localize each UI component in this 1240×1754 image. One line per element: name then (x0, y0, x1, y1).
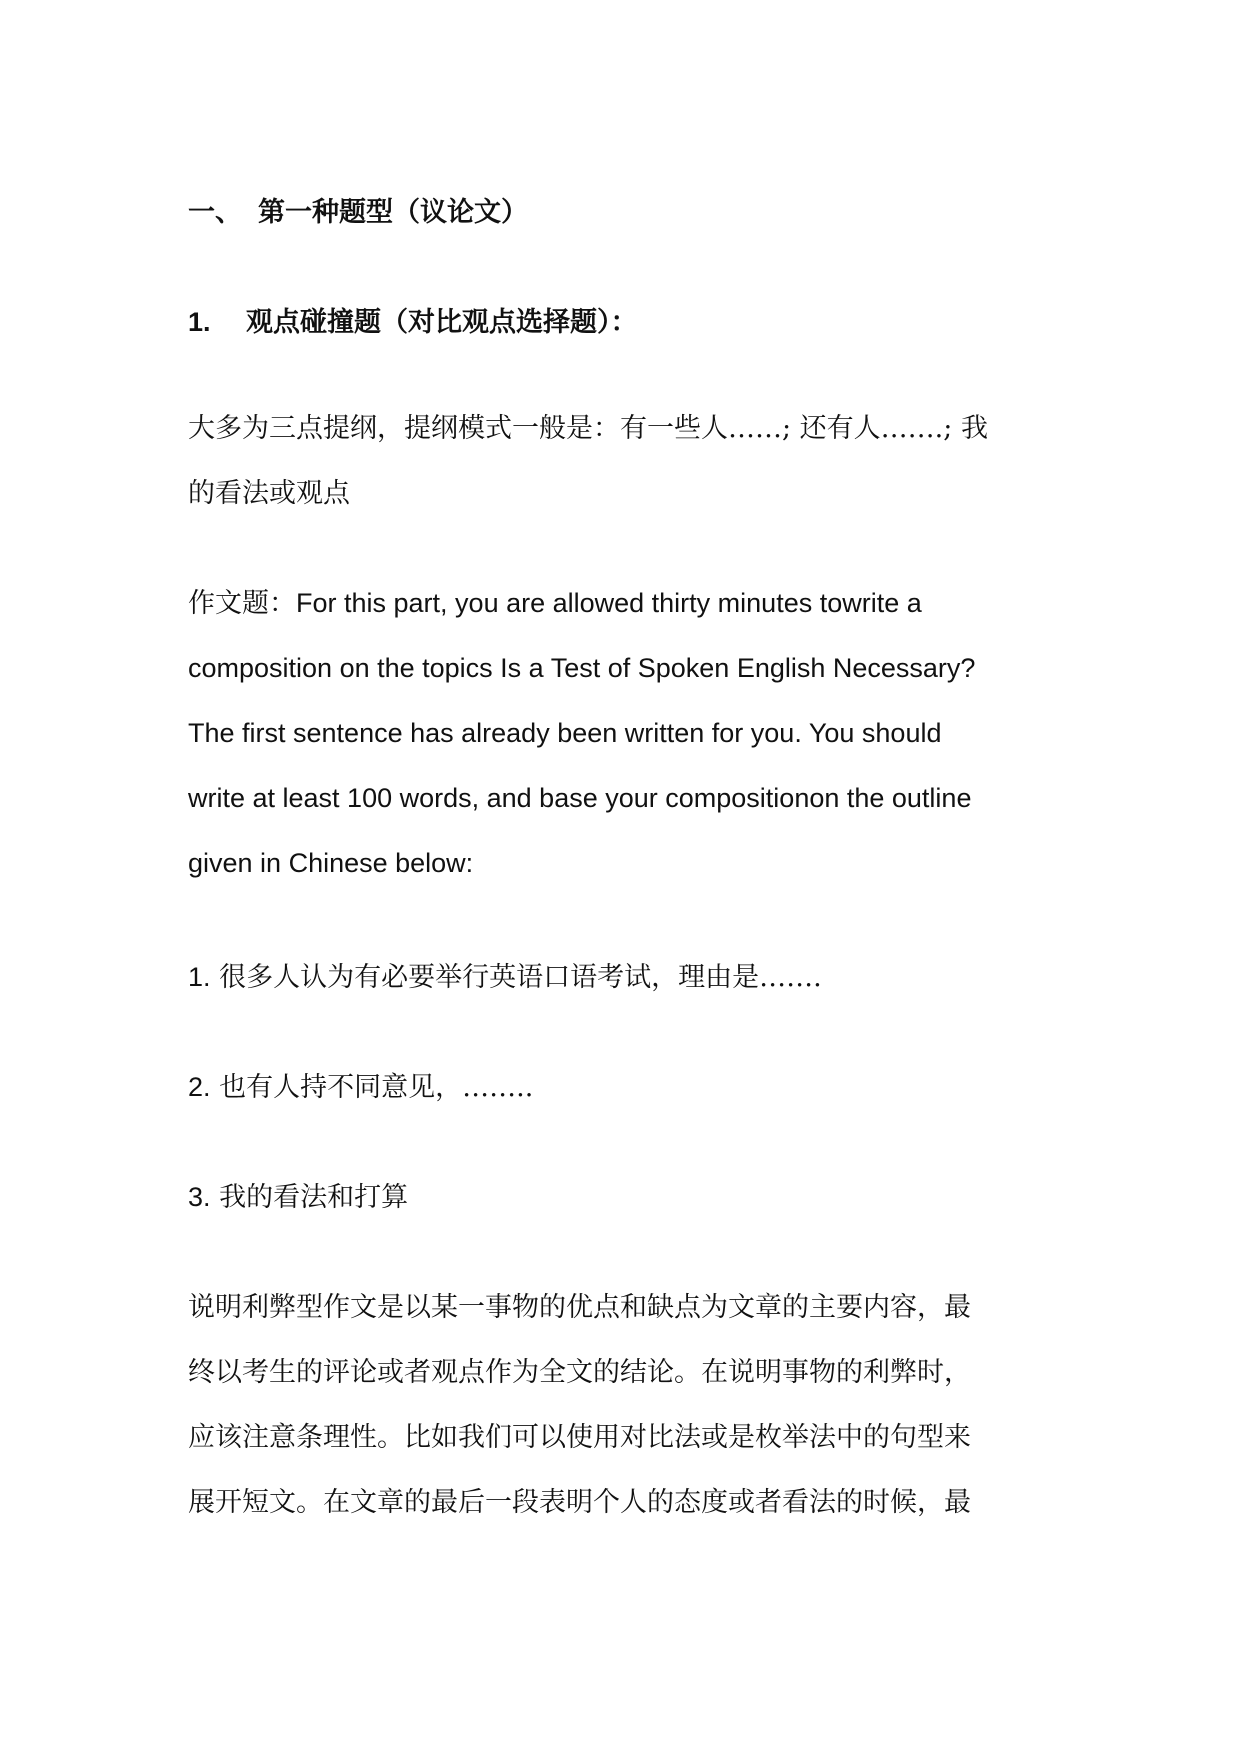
outline-item (188, 1055, 1056, 1120)
intro-paragraph (188, 396, 1056, 526)
outline-number: 3. (188, 1182, 211, 1212)
outline-number: 1. (188, 962, 211, 992)
prompt-line: The first sentence has already been written for you. You should (188, 718, 942, 748)
prompt-line: composition on the topics Is a Test of Spoken English Necessary? (188, 653, 976, 683)
outline-item (188, 945, 1056, 1010)
outline-text: 很多人认为有必要举行英语口语考试，理由是……. (219, 962, 822, 993)
explanation-line: 终以考生的评论或者观点作为全文的结论。在说明事物的利弊时， (188, 1357, 971, 1388)
section-number: 一、 (188, 197, 242, 228)
section-heading (188, 193, 528, 233)
subsection-title: 观点碰撞题（对比观点选择题）： (246, 307, 638, 338)
outline-text: 也有人持不同意见，…….. (219, 1072, 534, 1103)
subsection-number: 1. (188, 307, 211, 337)
explanation-paragraph (188, 1275, 1056, 1535)
prompt-label: 作文题： (188, 588, 296, 619)
prompt-line: given in Chinese below: (188, 848, 474, 878)
outline-number: 2. (188, 1072, 211, 1102)
intro-line: 的看法或观点 (188, 478, 350, 509)
explanation-line: 应该注意条理性。比如我们可以使用对比法或是枚举法中的句型来 (188, 1422, 971, 1453)
section-title: 第一种题型（议论文） (258, 197, 528, 228)
explanation-line: 展开短文。在文章的最后一段表明个人的态度或者看法的时候，最 (188, 1487, 971, 1518)
outline-text: 我的看法和打算 (219, 1182, 409, 1213)
prompt-line: For this part, you are allowed thirty minutes towrite a (296, 588, 922, 618)
prompt-paragraph (188, 571, 1056, 896)
explanation-line: 说明利弊型作文是以某一事物的优点和缺点为文章的主要内容，最 (188, 1292, 971, 1323)
prompt-line: write at least 100 words, and base your compositionon the outline (188, 783, 972, 813)
subsection-heading (188, 302, 638, 343)
outline-item (188, 1165, 1056, 1230)
intro-line: 大多为三点提纲，提纲模式一般是：有一些人……; 还有人…….; 我 (188, 413, 988, 444)
